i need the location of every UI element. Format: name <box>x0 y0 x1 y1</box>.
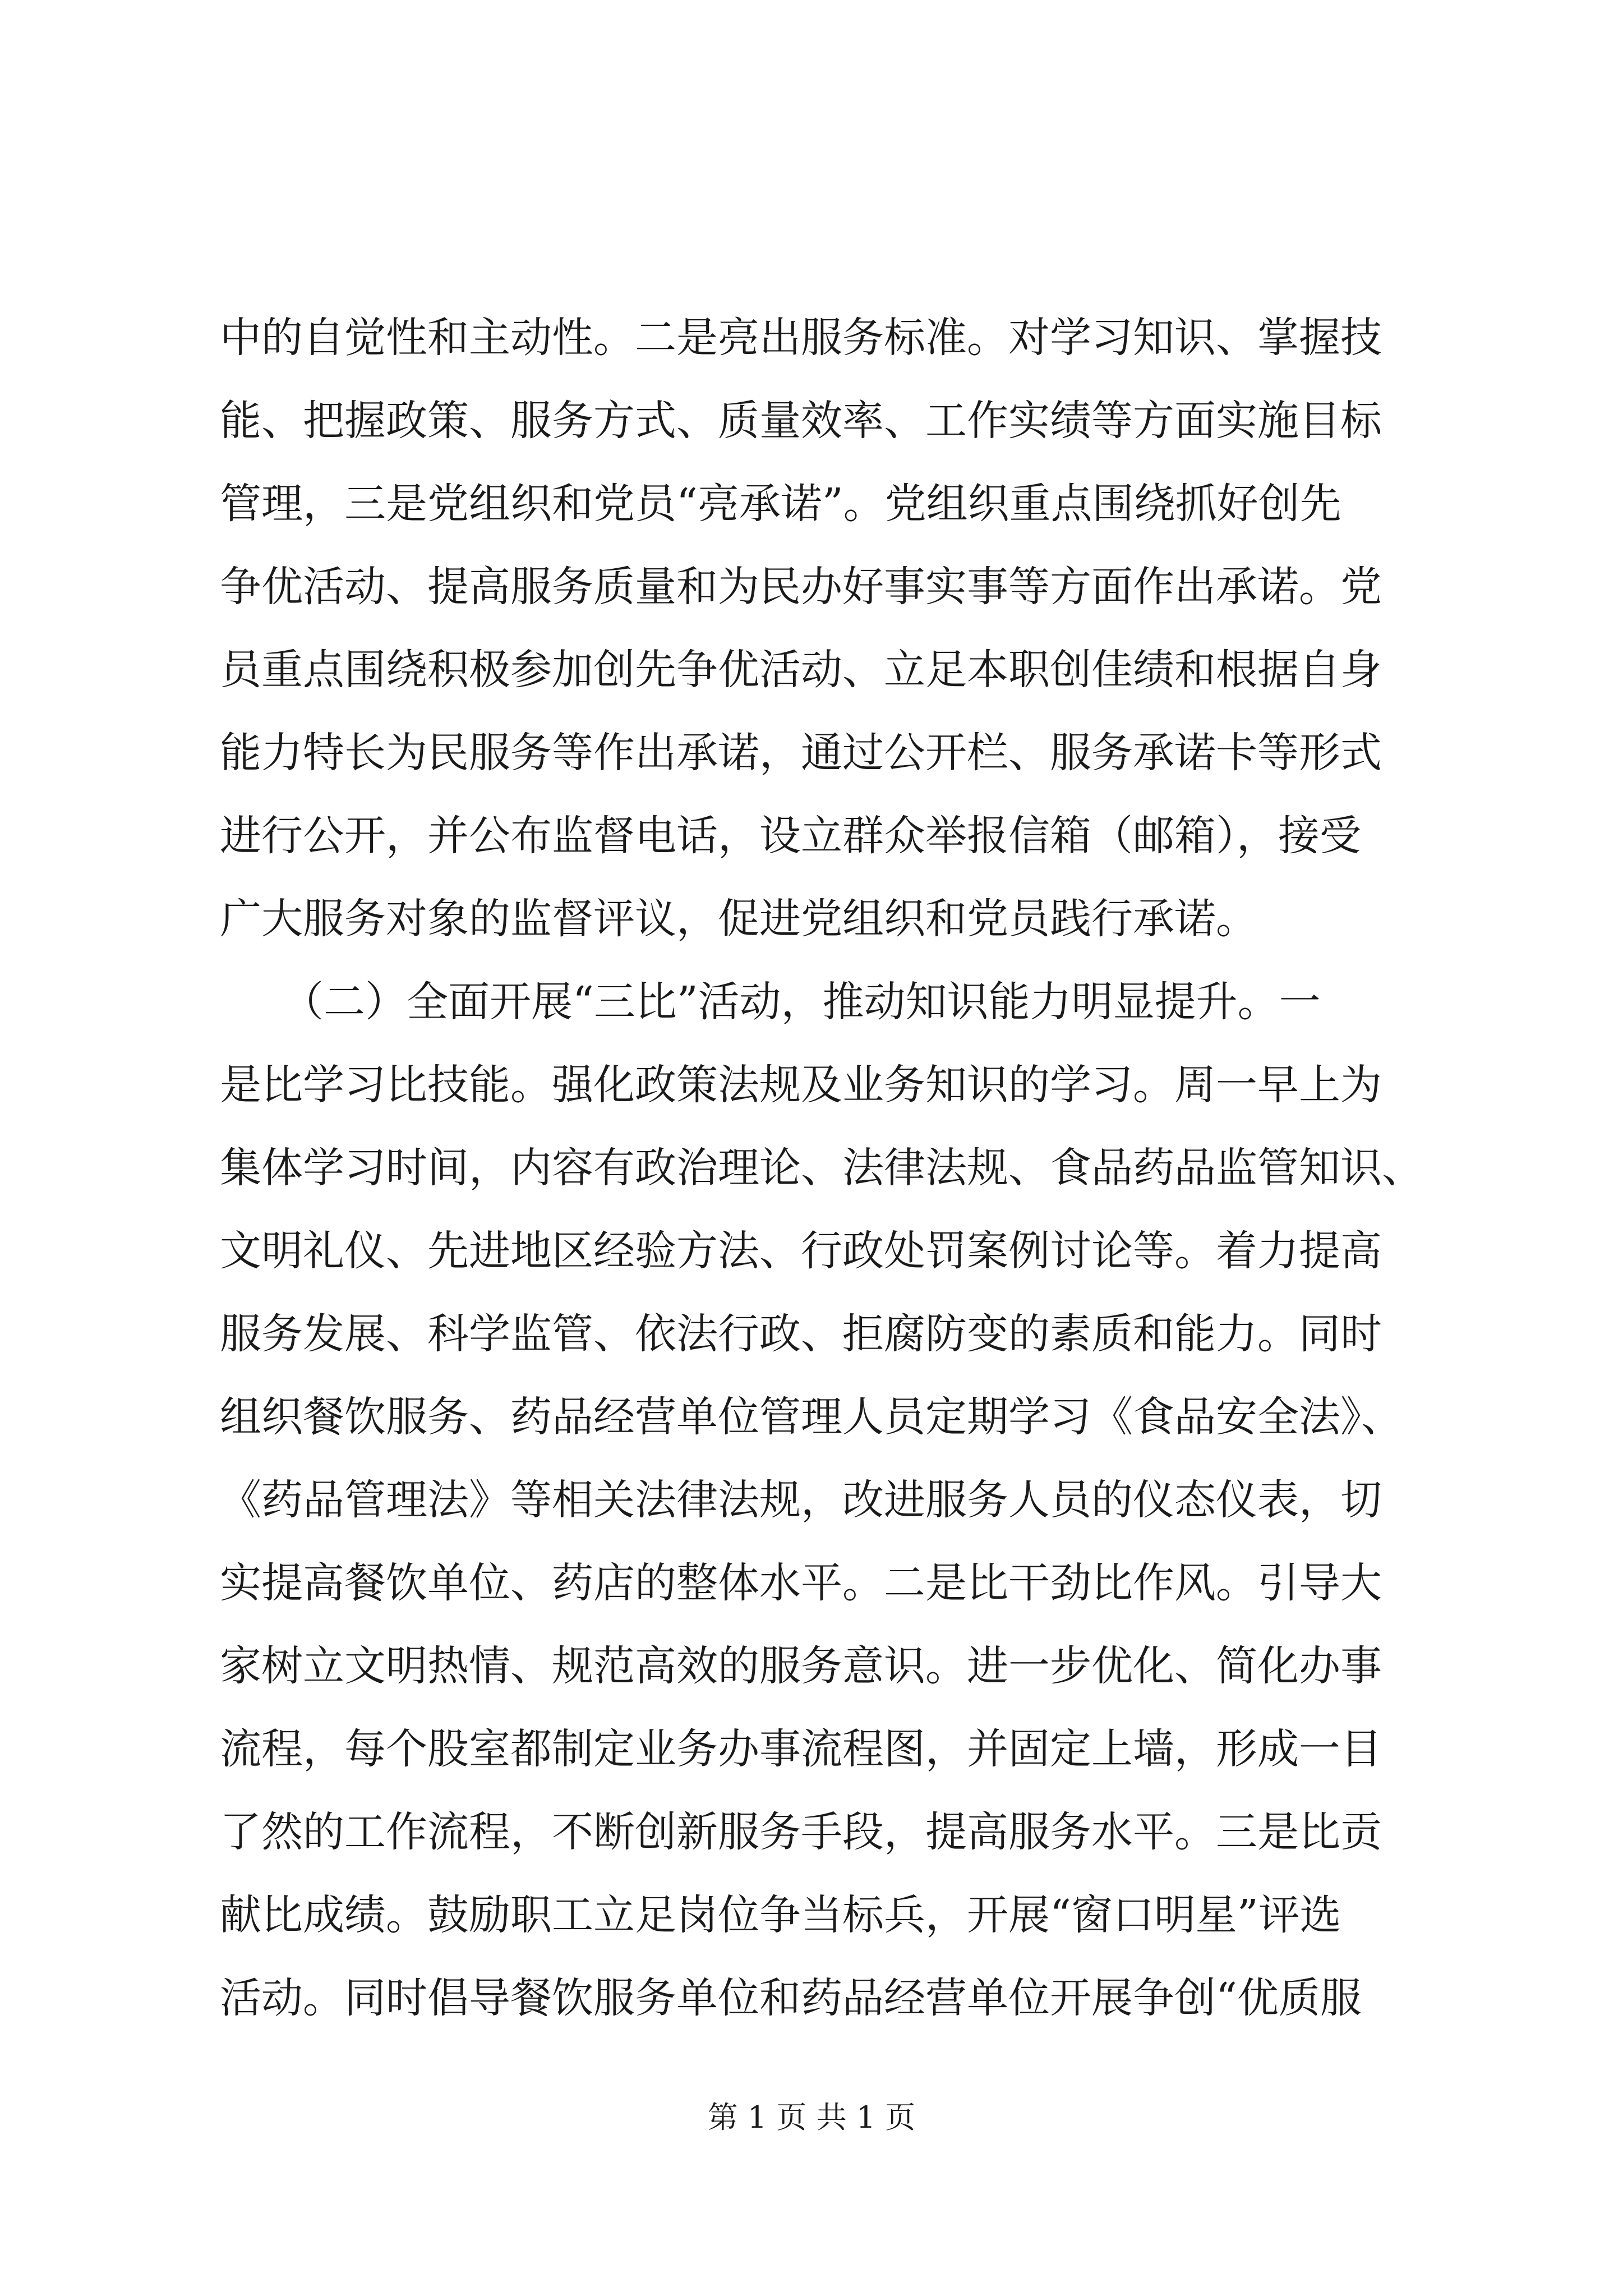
text-line-14: 组织餐饮服务、药品经营单位管理人员定期学习《食品安全法》、 <box>220 1393 1403 1441</box>
page-number-label: 第 1 页 共 1 页 <box>707 2100 916 2135</box>
text-line-12: 文明礼仪、先进地区经验方法、行政处罚案例讨论等。着力提高 <box>220 1227 1382 1275</box>
text-line-17: 家树立文明热情、规范高效的服务意识。进一步优化、简化办事 <box>220 1642 1382 1690</box>
text-line-13: 服务发展、科学监管、依法行政、拒腐防变的素质和能力。同时 <box>220 1310 1382 1358</box>
text-line-21: 活动。同时倡导餐饮服务单位和药品经营单位开展争创“优质服 <box>220 1974 1362 2022</box>
text-line-5: 员重点围绕积极参加创先争优活动、立足本职创佳绩和根据自身 <box>220 646 1382 694</box>
text-line-15: 《药品管理法》等相关法律法规，改进服务人员的仪态仪表，切 <box>220 1476 1382 1524</box>
text-line-11: 集体学习时间，内容有政治理论、法律法规、食品药品监管知识、 <box>220 1144 1423 1192</box>
text-line-7: 进行公开，并公布监督电话，设立群众举报信箱（邮箱），接受 <box>220 812 1361 860</box>
text-line-10: 是比学习比技能。强化政策法规及业务知识的学习。周一早上为 <box>220 1061 1382 1109</box>
text-line-1: 中的自觉性和主动性。二是亮出服务标准。对学习知识、掌握技 <box>220 314 1382 362</box>
page-footer <box>0 2098 1623 2137</box>
body-text <box>220 296 1423 2040</box>
text-line-2: 能、把握政策、服务方式、质量效率、工作实绩等方面实施目标 <box>220 397 1382 445</box>
text-line-9: （二）全面开展“三比”活动，推动知识能力明显提升。一 <box>220 978 1321 1026</box>
text-line-6: 能力特长为民服务等作出承诺，通过公开栏、服务承诺卡等形式 <box>220 729 1382 777</box>
text-line-4: 争优活动、提高服务质量和为民办好事实事等方面作出承诺。党 <box>220 563 1382 611</box>
text-line-16: 实提高餐饮单位、药店的整体水平。二是比干劲比作风。引导大 <box>220 1559 1382 1607</box>
text-line-3: 管理，三是党组织和党员“亮承诺”。党组织重点围绕抓好创先 <box>220 480 1341 528</box>
text-line-19: 了然的工作流程，不断创新服务手段，提高服务水平。三是比贡 <box>220 1808 1382 1856</box>
text-line-20: 献比成绩。鼓励职工立足岗位争当标兵，开展“窗口明星”评选 <box>220 1891 1341 1939</box>
text-line-8: 广大服务对象的监督评议，促进党组织和党员践行承诺。 <box>220 895 1257 943</box>
text-line-18: 流程，每个股室都制定业务办事流程图，并固定上墙，形成一目 <box>220 1725 1382 1773</box>
